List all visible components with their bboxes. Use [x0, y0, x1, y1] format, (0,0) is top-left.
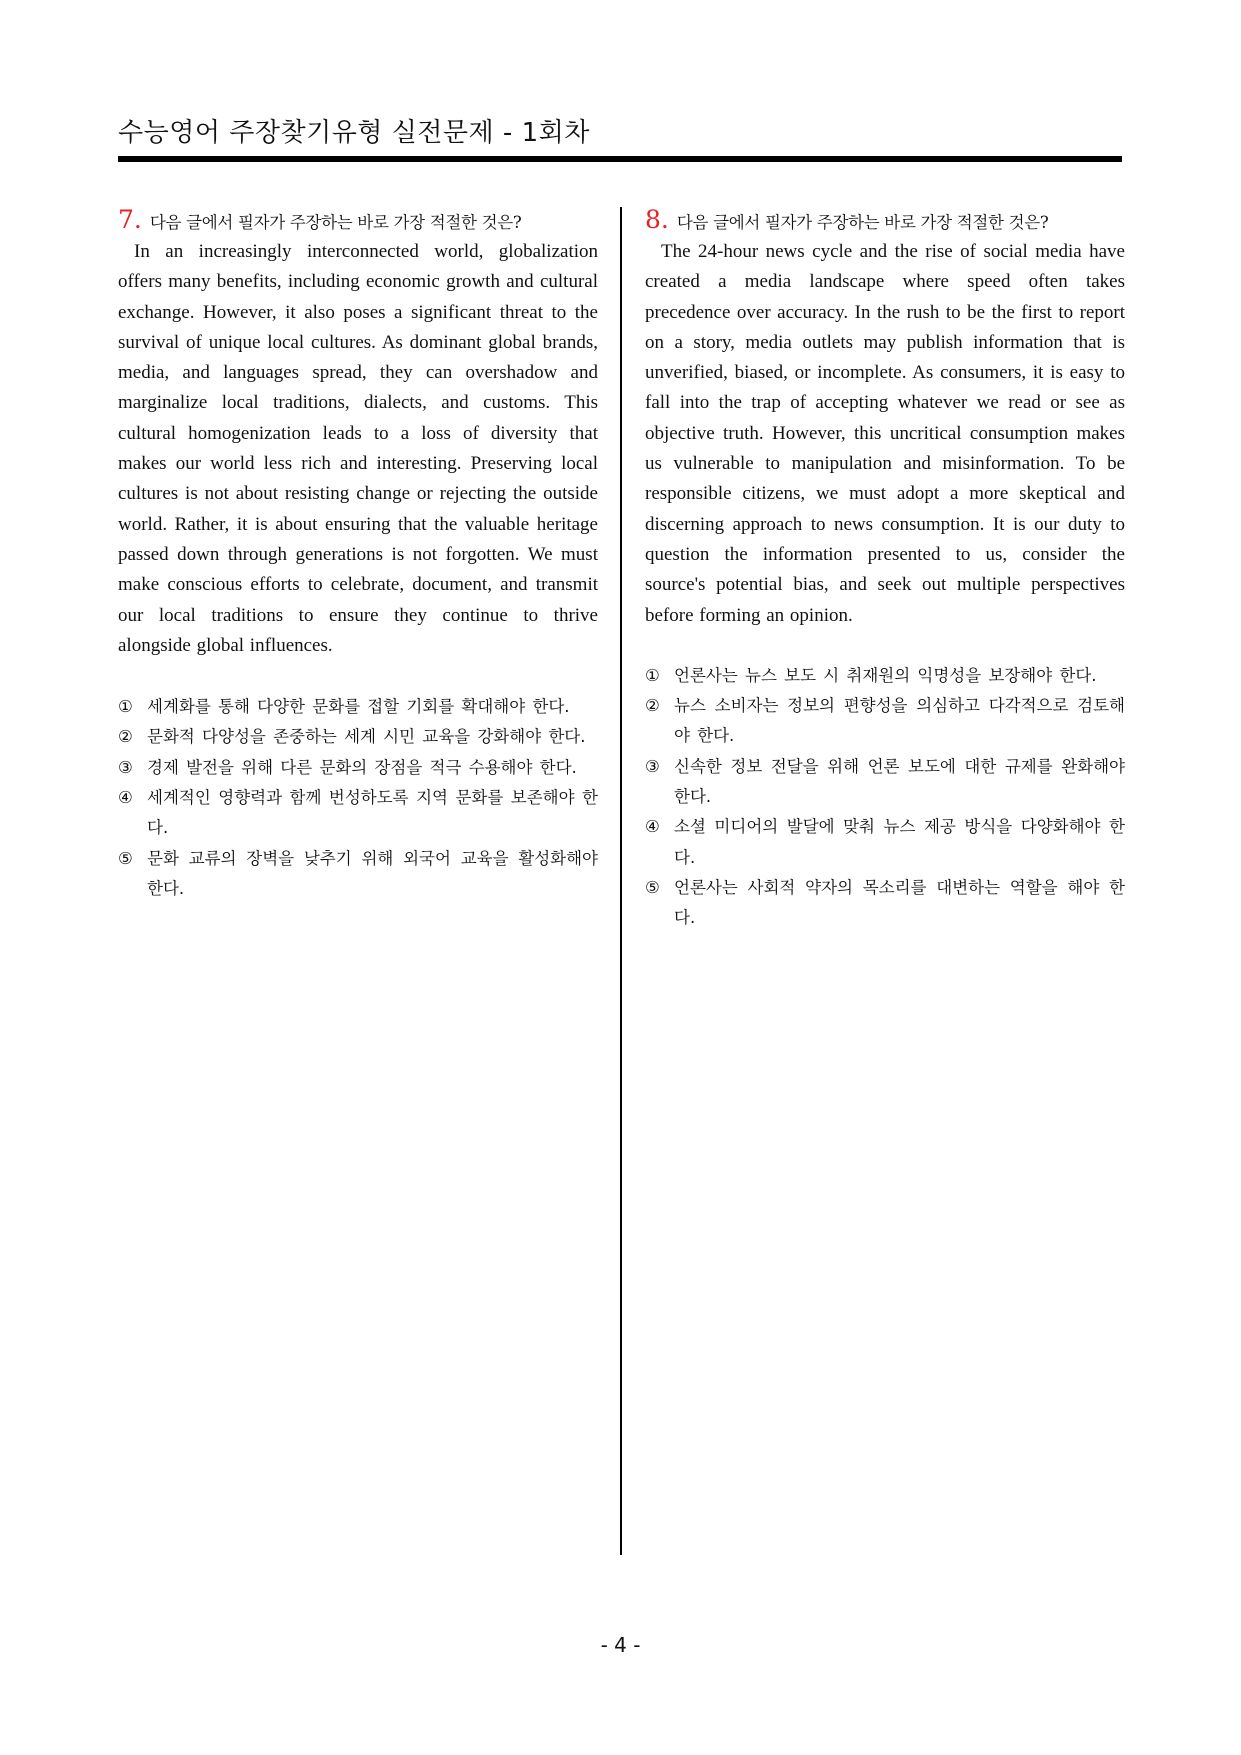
option-text: 언론사는 사회적 약자의 목소리를 대변하는 역할을 해야 한다.	[674, 877, 1125, 928]
question-passage: The 24-hour news cycle and the rise of social media have created a media landscape where speed often takes precedence over accuracy. In the rush to be the first to report on a story, media outlets may publish information that is unverified, biased, or incomplete. As consumers, it is easy to fall into the trap of accepting whatever we read or see as objective truth. However, this uncritical consumption makes us vulnerable to manipulation and misinformation. To be responsible citizens, we must adopt a more skeptical and discerning approach to news consumption. It is our duty to question the information presented to us, consider the source's potential bias, and seek out multiple perspectives before forming an opinion.	[645, 241, 1125, 626]
question-8	[645, 205, 1125, 934]
column-divider	[620, 207, 622, 1555]
option-text: 문화적 다양성을 존중하는 세계 시민 교육을 강화해야 한다.	[147, 727, 586, 747]
option-number-mark: ②	[645, 696, 660, 716]
question-header	[118, 205, 598, 235]
option-number-mark: ③	[118, 757, 133, 777]
option-text: 소셜 미디어의 발달에 맞춰 뉴스 제공 방식을 다양화해야 한다.	[674, 817, 1125, 867]
option-number-mark: ⑤	[118, 848, 133, 868]
answer-option-4[interactable]	[645, 812, 1125, 873]
option-text: 세계적인 영향력과 함께 번성하도록 지역 문화를 보존해야 한다.	[147, 788, 598, 838]
question-7	[118, 205, 598, 904]
answer-option-4[interactable]	[118, 783, 598, 844]
option-number-mark: ⑤	[645, 877, 660, 897]
page-number: - 4 -	[600, 1633, 641, 1657]
question-prompt: 다음 글에서 필자가 주장하는 바로 가장 적절한 것은?	[149, 213, 522, 232]
answer-option-5[interactable]	[645, 873, 1125, 934]
question-number: 7.	[118, 205, 142, 234]
question-number: 8.	[645, 205, 669, 234]
option-number-mark: ④	[645, 817, 660, 837]
question-header	[645, 205, 1125, 235]
option-number-mark: ③	[645, 756, 660, 776]
answer-option-1[interactable]	[118, 692, 598, 722]
option-text: 경제 발전을 위해 다른 문화의 장점을 적극 수용해야 한다.	[147, 757, 577, 777]
answer-options	[645, 661, 1125, 934]
page-title: 수능영어 주장찾기유형 실전문제 - 1회차	[118, 118, 590, 148]
answer-options	[118, 692, 598, 904]
option-number-mark: ①	[645, 665, 660, 685]
answer-option-2[interactable]	[645, 691, 1125, 752]
answer-option-1[interactable]	[645, 661, 1125, 691]
option-text: 문화 교류의 장벽을 낮추기 위해 외국어 교육을 활성화해야 한다.	[147, 848, 598, 898]
answer-option-3[interactable]	[645, 752, 1125, 813]
option-text: 세계화를 통해 다양한 문화를 접할 기회를 확대해야 한다.	[147, 697, 570, 717]
option-number-mark: ②	[118, 727, 133, 747]
option-text: 신속한 정보 전달을 위해 언론 보도에 대한 규제를 완화해야 한다.	[674, 756, 1125, 807]
question-passage: In an increasingly interconnected world, globalization offers many benefits, including economic growth and cultural exchange. However, it also poses a significant threat to the survival of unique local cultures. As dominant global brands, media, and languages spread, they can overshadow and marginalize local traditions, dialects, and customs. This cultural homogenization leads to a loss of diversity that makes our world less rich and interesting. Preserving local cultures is not about resisting change or rejecting the outside world. Rather, it is about ensuring that the valuable heritage passed down through generations is not forgotten. We must make conscious efforts to celebrate, document, and transmit our local traditions to ensure they continue to thrive alongside global influences.	[118, 241, 598, 656]
title-rule-divider	[118, 156, 1122, 162]
option-number-mark: ①	[118, 697, 133, 717]
answer-option-5[interactable]	[118, 844, 598, 905]
option-text: 언론사는 뉴스 보도 시 취재원의 익명성을 보장해야 한다.	[674, 665, 1097, 685]
answer-option-2[interactable]	[118, 722, 598, 752]
answer-option-3[interactable]	[118, 753, 598, 783]
question-prompt: 다음 글에서 필자가 주장하는 바로 가장 적절한 것은?	[676, 213, 1049, 232]
option-number-mark: ④	[118, 788, 133, 808]
option-text: 뉴스 소비자는 정보의 편향성을 의심하고 다각적으로 검토해야 한다.	[674, 696, 1125, 746]
